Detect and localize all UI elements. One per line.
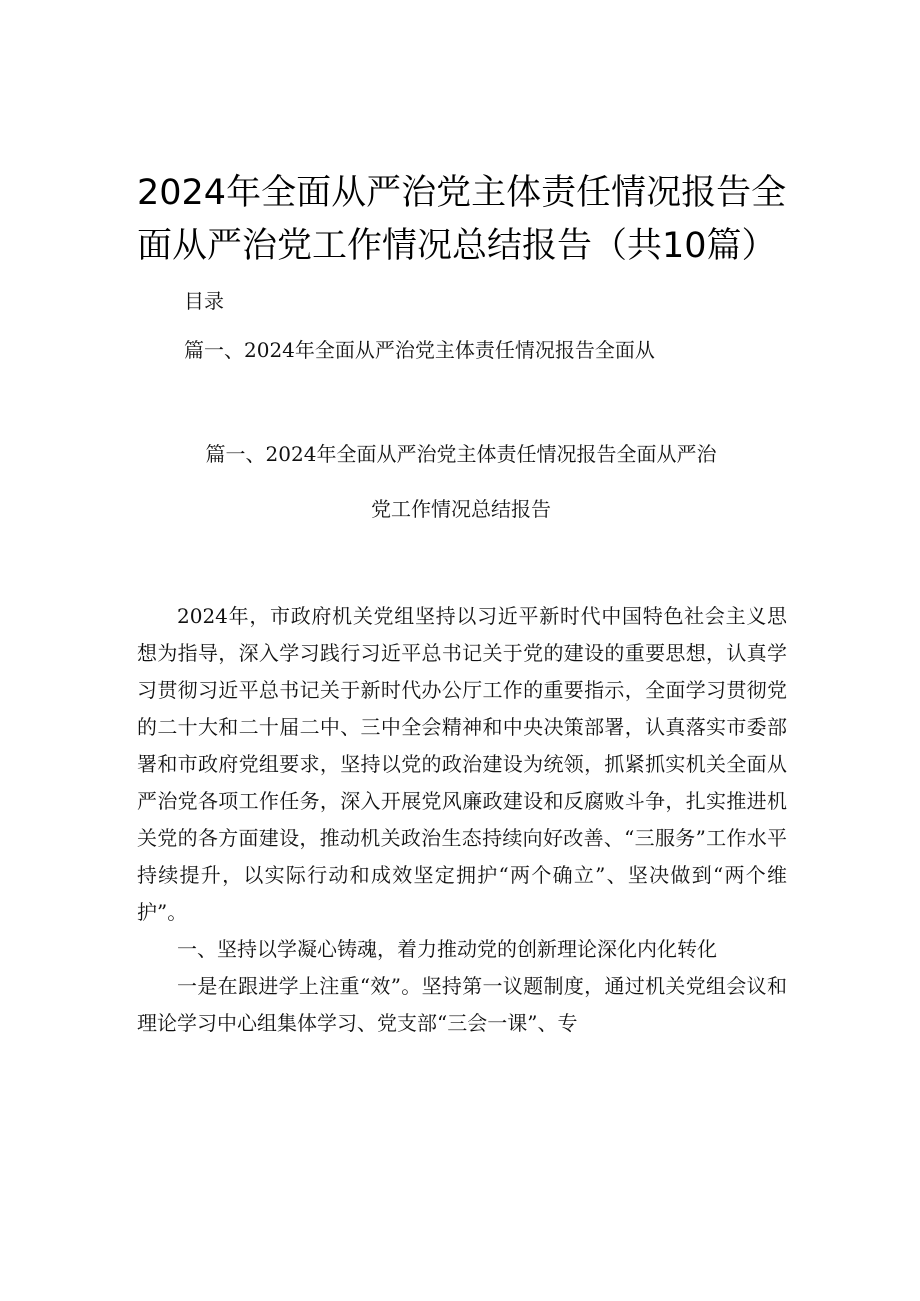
toc-label: 目录 — [184, 289, 224, 313]
section-heading-line-1: 篇一、2024年全面从严治党主体责任情况报告全面从严治 — [205, 442, 717, 466]
document-title-line-2: 面从严治党工作情况总结报告（共10篇） — [137, 226, 777, 267]
paragraph-point-1: 一是在跟进学上注重“效”。坚持第一议题制度，通过机关党组会议和理论学习中心组集体学习、党支部“三会一课”、专 — [137, 974, 787, 1035]
body-text — [137, 598, 787, 1042]
toc-item-1[interactable]: 篇一、2024年全面从严治党主体责任情况报告全面从 — [184, 338, 655, 362]
section-heading-line-2: 党工作情况总结报告 — [371, 497, 551, 521]
paragraph-intro: 2024年，市政府机关党组坚持以习近平新时代中国特色社会主义思想为指导，深入学习践行习近平总书记关于党的建设的重要思想，认真学习贯彻习近平总书记关于新时代办公厅工作的重要指示，全面学习贯彻党的二十大和二十届二中、三中全会精神和中央决策部署，认真落实市委部署和市政府党组要求，坚持以党的政治建设为统领，抓紧抓实机关全面从严治党各项工作任务，深入开展党风廉政建设和反腐败斗争，扎实推进机关党的各方面建设，推动机关政治生态持续向好改善、“三服务”工作水平持续提升，以实际行动和成效坚定拥护“两个确立”、坚决做到“两个维护”。 — [137, 604, 787, 924]
paragraph-subheading-1: 一、坚持以学凝心铸魂，着力推动党的创新理论深化内化转化 — [177, 937, 717, 961]
section-heading — [136, 434, 786, 529]
document-title — [137, 167, 797, 273]
document-title-line-1: 2024年全面从严治党主体责任情况报告全 — [137, 173, 787, 214]
